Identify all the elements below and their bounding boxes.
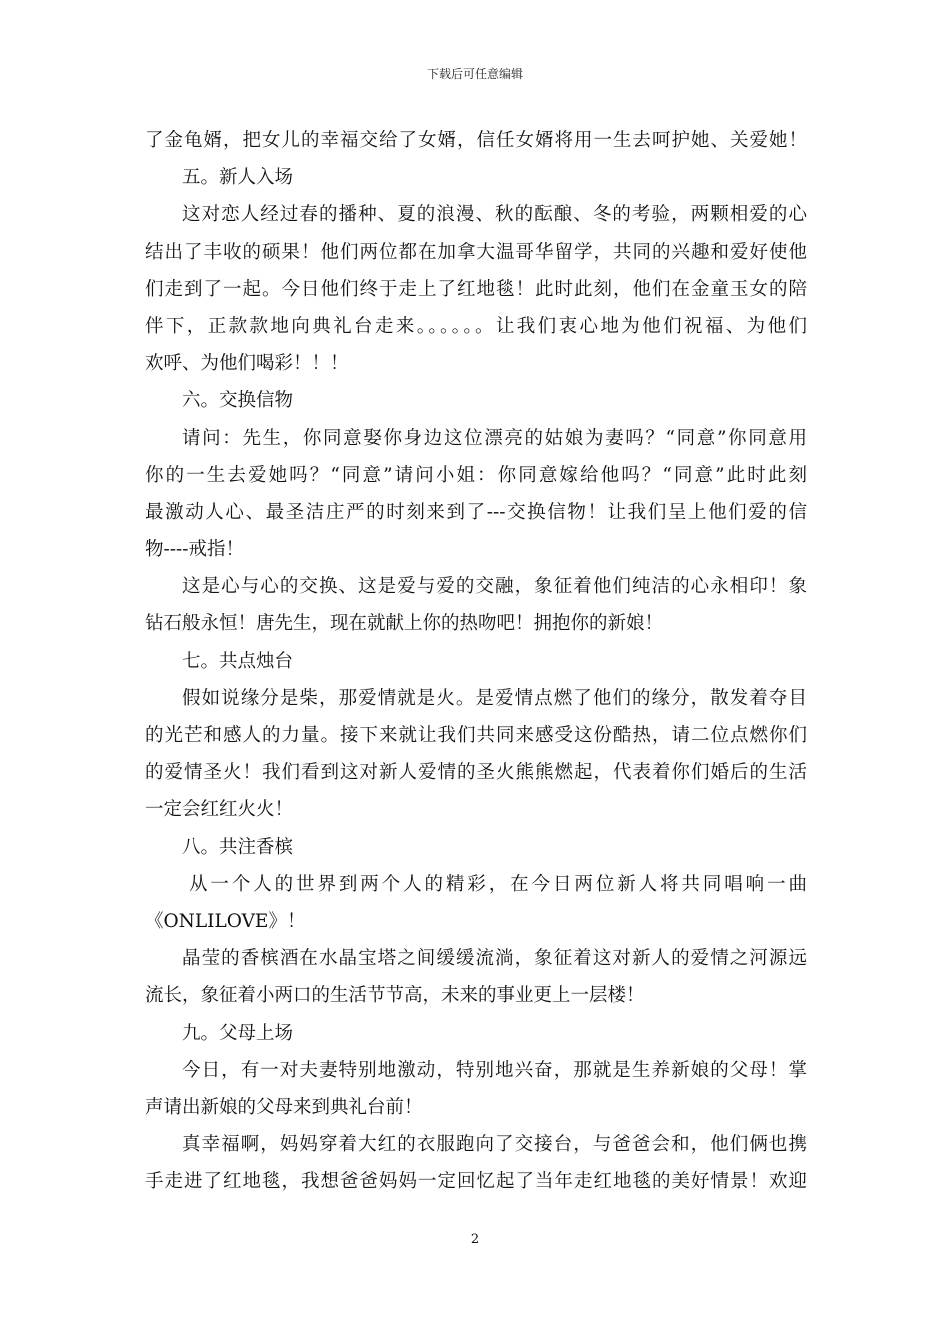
section-heading: 七。共点烛台 [182, 650, 294, 672]
body-line: 手走进了红地毯，我想爸爸妈妈一定回忆起了当年走红地毯的美好情景！欢迎 [145, 1171, 807, 1193]
document-body [145, 122, 807, 1200]
body-line: 物----戒指！ [145, 539, 245, 561]
body-line: 们走到了一起。今日他们终于走上了红地毯！此时此刻，他们在金童玉女的陪 [145, 278, 807, 300]
body-line: 结出了丰收的硕果！他们两位都在加拿大温哥华留学，共同的兴趣和爱好使他 [145, 241, 807, 263]
body-line: 你的一生去爱她吗？“同意”请问小姐：你同意嫁给他吗？“同意”此时此刻 [145, 464, 807, 486]
body-line: 最激动人心、最圣洁庄严的时刻来到了---交换信物！让我们呈上他们爱的信 [145, 501, 807, 523]
page-header: 下载后可任意编辑 [426, 67, 523, 81]
section-heading: 八。共注香槟 [182, 836, 294, 858]
body-line: 欢呼、为他们喝彩！！！ [145, 353, 349, 375]
body-line: 声请出新娘的父母来到典礼台前！ [145, 1096, 423, 1118]
body-line: 今日，有一对夫妻特别地激动，特别地兴奋，那就是生养新娘的父母！掌 [182, 1059, 807, 1081]
body-line: 的光芒和感人的力量。接下来就让我们共同来感受这份酷热，请二位点燃你们 [145, 725, 807, 746]
body-line: 晶莹的香槟酒在水晶宝塔之间缓缓流淌，象征着这对新人的爱情之河源远 [182, 948, 807, 970]
section-heading: 九。父母上场 [182, 1022, 294, 1044]
body-line: 了金龟婿，把女儿的幸福交给了女婿，信任女婿将用一生去呵护她、关爱她！ [145, 130, 807, 151]
page-number: 2 [470, 1232, 480, 1247]
body-line: 流长，象征着小两口的生活节节高，未来的事业更上一层楼！ [145, 985, 645, 1007]
body-line: 《ONLILOVE》！ [145, 910, 306, 932]
body-line: 钻石般永恒！唐先生，现在就献上你的热吻吧！拥抱你的新娘！ [145, 613, 664, 635]
body-line: 的爱情圣火！我们看到这对新人爱情的圣火熊熊燃起，代表着你们婚后的生活 [145, 762, 807, 784]
section-heading: 五。新人入场 [182, 167, 294, 189]
body-line: 这是心与心的交换、这是爱与爱的交融，象征着他们纯洁的心永相印！象 [182, 576, 807, 598]
body-line: 一定会红红火火！ [145, 799, 294, 821]
body-line: 假如说缘分是柴，那爱情就是火。是爱情点燃了他们的缘分，散发着夺目 [182, 687, 807, 709]
body-line: 真幸福啊，妈妈穿着大红的衣服跑向了交接台，与爸爸会和，他们俩也携 [182, 1134, 807, 1156]
body-line: 请问：先生，你同意娶你身边这位漂亮的姑娘为妻吗？“同意”你同意用 [182, 427, 807, 449]
body-line: 从一个人的世界到两个人的精彩，在今日两位新人将共同唱响一曲 [189, 873, 807, 895]
section-heading: 六。交换信物 [182, 390, 294, 412]
body-line: 伴下，正款款地向典礼台走来。。。。。。让我们衷心地为他们祝福、为他们 [145, 315, 807, 337]
body-line: 这对恋人经过春的播种、夏的浪漫、秋的酝酿、冬的考验，两颗相爱的心 [182, 204, 807, 226]
